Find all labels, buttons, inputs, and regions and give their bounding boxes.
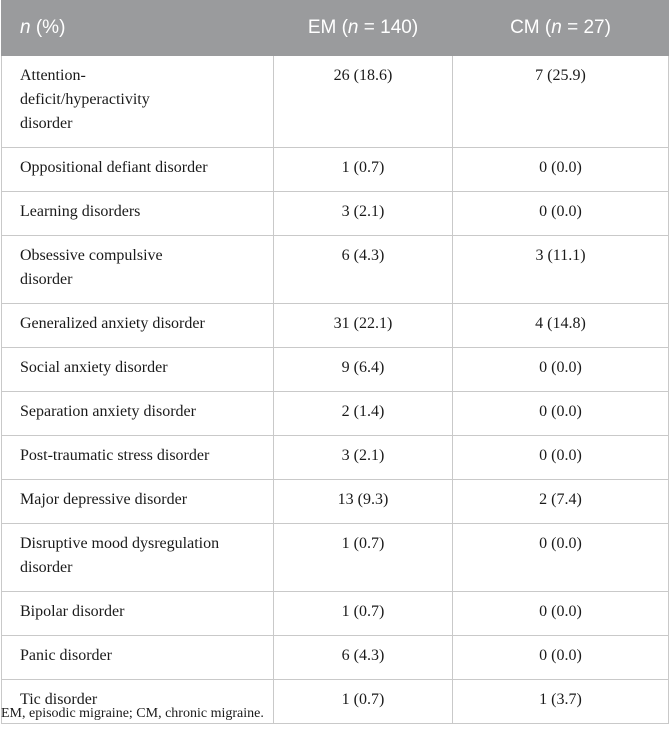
em-value: 1 (0.7) bbox=[274, 524, 453, 592]
header-cm-n: n bbox=[551, 17, 562, 38]
row-label: Bipolar disorder bbox=[2, 592, 274, 636]
em-value: 3 (2.1) bbox=[274, 192, 453, 236]
em-value: 9 (6.4) bbox=[274, 348, 453, 392]
cm-value: 1 (3.7) bbox=[453, 680, 669, 724]
em-value: 1 (0.7) bbox=[274, 680, 453, 724]
header-em-suffix: = 140) bbox=[358, 17, 419, 38]
row-label: Attention-deficit/hyperactivity disorder bbox=[2, 56, 274, 148]
header-row bbox=[2, 1, 669, 56]
table-row bbox=[2, 236, 669, 304]
cm-value: 2 (7.4) bbox=[453, 480, 669, 524]
table-footnote: EM, episodic migraine; CM, chronic migraine. bbox=[1, 706, 264, 721]
header-n-italic: n bbox=[20, 17, 31, 38]
comorbidity-table bbox=[1, 0, 669, 724]
header-em-n: n bbox=[347, 17, 359, 38]
cm-value: 0 (0.0) bbox=[453, 436, 669, 480]
em-value: 6 (4.3) bbox=[274, 636, 453, 680]
row-label: Social anxiety disorder bbox=[2, 348, 274, 392]
table-body bbox=[2, 56, 669, 724]
em-value: 2 (1.4) bbox=[274, 392, 453, 436]
cm-value: 0 (0.0) bbox=[453, 592, 669, 636]
row-label: Tic disorder bbox=[2, 680, 274, 724]
cm-value: 0 (0.0) bbox=[453, 348, 669, 392]
header-n-percent bbox=[2, 1, 274, 56]
row-label: Oppositional defiant disorder bbox=[2, 148, 274, 192]
header-cm bbox=[453, 1, 669, 56]
table-row bbox=[2, 192, 669, 236]
table-row bbox=[2, 592, 669, 636]
em-value: 13 (9.3) bbox=[274, 480, 453, 524]
row-label: Separation anxiety disorder bbox=[2, 392, 274, 436]
cm-value: 3 (11.1) bbox=[453, 236, 669, 304]
row-label: Disruptive mood dysregulation disorder bbox=[2, 524, 274, 592]
cm-value: 4 (14.8) bbox=[453, 304, 669, 348]
em-value: 1 (0.7) bbox=[274, 592, 453, 636]
row-label: Learning disorders bbox=[2, 192, 274, 236]
table-row bbox=[2, 524, 669, 592]
cm-value: 0 (0.0) bbox=[453, 636, 669, 680]
table-row bbox=[2, 480, 669, 524]
em-value: 26 (18.6) bbox=[274, 56, 453, 148]
table-row bbox=[2, 392, 669, 436]
row-label: Post-traumatic stress disorder bbox=[2, 436, 274, 480]
header-cm-prefix: CM ( bbox=[510, 17, 552, 38]
table-row bbox=[2, 348, 669, 392]
row-label: Generalized anxiety disorder bbox=[2, 304, 274, 348]
table-row bbox=[2, 436, 669, 480]
cm-value: 0 (0.0) bbox=[453, 192, 669, 236]
table-row bbox=[2, 56, 669, 148]
cm-value: 0 (0.0) bbox=[453, 392, 669, 436]
cm-value: 7 (25.9) bbox=[453, 56, 669, 148]
row-label: Major depressive disorder bbox=[2, 480, 274, 524]
em-value: 1 (0.7) bbox=[274, 148, 453, 192]
cm-value: 0 (0.0) bbox=[453, 524, 669, 592]
table-row bbox=[2, 304, 669, 348]
table-row bbox=[2, 636, 669, 680]
header-em-prefix: EM ( bbox=[307, 17, 348, 38]
header-cm-suffix: = 27) bbox=[561, 17, 611, 38]
header-em bbox=[274, 1, 453, 56]
table-row bbox=[2, 148, 669, 192]
em-value: 31 (22.1) bbox=[274, 304, 453, 348]
table-header bbox=[2, 1, 669, 56]
em-value: 6 (4.3) bbox=[274, 236, 453, 304]
em-value: 3 (2.1) bbox=[274, 436, 453, 480]
header-percent-text: (%) bbox=[30, 17, 66, 38]
cm-value: 0 (0.0) bbox=[453, 148, 669, 192]
row-label: Panic disorder bbox=[2, 636, 274, 680]
row-label: Obsessive compulsive disorder bbox=[2, 236, 274, 304]
